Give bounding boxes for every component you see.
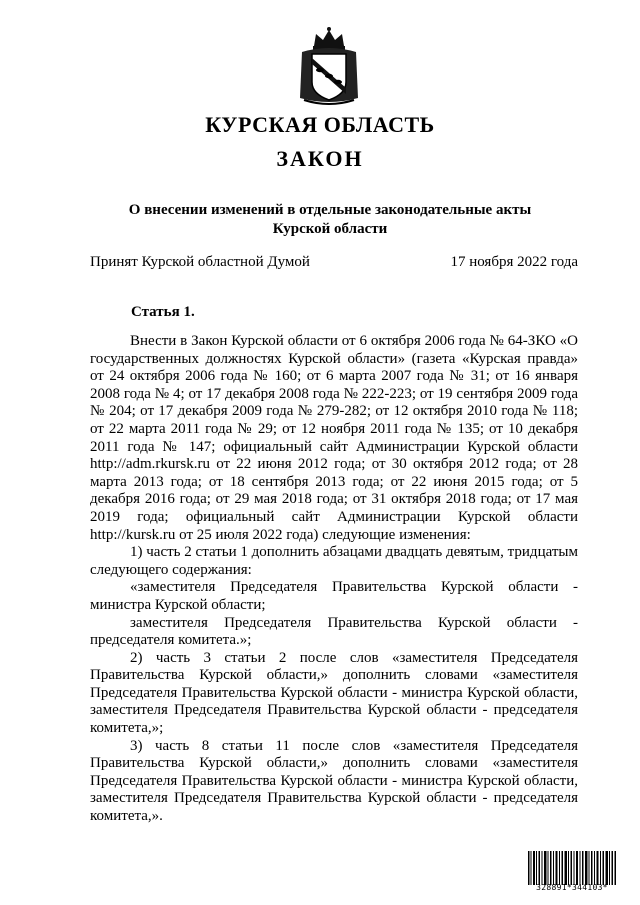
barcode-icon <box>527 851 617 885</box>
document-type-title: ЗАКОН <box>276 146 364 171</box>
law-subject-line-2: Курской области <box>272 221 388 237</box>
adopted-by-text: Принят Курской областной Думой <box>90 254 310 270</box>
article-body <box>90 333 578 826</box>
amendment-item-1-quote-2: заместителя Председателя Правительства Курской области - председателя комитета.»; <box>90 614 578 649</box>
kursk-coat-of-arms-icon <box>296 26 362 106</box>
amendment-item-1-quote-1: «заместителя Председателя Правительства Курской области - министра Курской области; <box>90 579 578 613</box>
amendment-item-1: 1) часть 2 статьи 1 дополнить абзацами двадцать девятым, тридцатым следующего содержания: <box>90 544 578 578</box>
law-subject-title <box>110 201 550 239</box>
article-heading: Статья 1. <box>131 304 195 320</box>
region-title: КУРСКАЯ ОБЛАСТЬ <box>205 112 435 137</box>
amendment-item-2: 2) часть 3 статьи 2 после слов «заместителя Председателя Правительства Курской области,» дополнить словами «заместителя Председателя Правительства Курской области - министра Курской области, заместителя Председателя Правительства Курской области - председателя комитета,»; <box>90 649 578 737</box>
law-subject-line-1: О внесении изменений в отдельные законодательные акты <box>128 202 532 218</box>
article-intro-paragraph: Внести в Закон Курской области от 6 октября 2006 года № 64-ЗКО «О государственных должностях Курской области» (газета «Курская правда» от 24 октября 2006 года № 160; от 6 марта 2007 года № 31; от 16 января 2008 года № 4; от 17 декабря 2008 года № 222-223; от 19 сентября 2009 года № 204; от 17 декабря 2009 года № 279-282; от 12 октября 2010 года № 118; от 22 марта 2011 года № 29; от 12 ноября 2011 года № 135; от 10 декабря 2011 года № 147; официальный сайт Администрации Курской области http://adm.rkursk.ru от 22 июня 2012 года; от 30 октября 2012 года; от 28 марта 2013 года; от 18 сентября 2013 года; от 22 июня 2015 года; от 5 декабря 2016 года; от 29 мая 2018 года; от 31 октября 2018 года; от 17 мая 2019 года; официальный сайт Администрации Курской области http://kursk.ru от 25 июля 2022 года) следующие изменения: <box>90 333 578 543</box>
adoption-date: 17 ноября 2022 года <box>450 254 578 270</box>
document-barcode <box>527 851 617 895</box>
barcode-number: 328891*344103* <box>536 883 608 892</box>
amendment-item-3: 3) часть 8 статьи 11 после слов «заместителя Председателя Правительства Курской области,» дополнить словами «заместителя Председателя Правительства Курской области - министра Курской области, заместителя Председателя Правительства Курской области - председателя комитета,». <box>90 737 578 825</box>
